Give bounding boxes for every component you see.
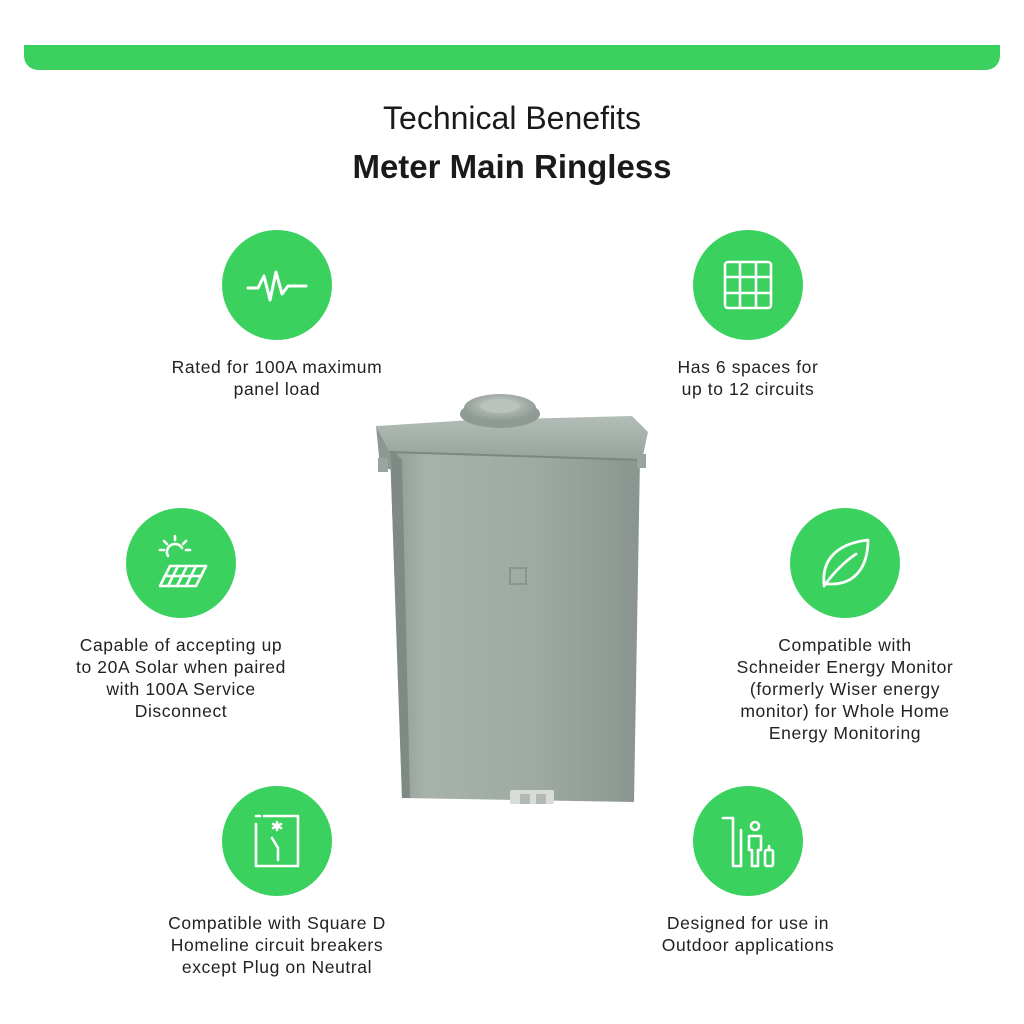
solar-panel-icon xyxy=(146,528,216,598)
pulse-wave-icon xyxy=(242,250,312,320)
page-title: Meter Main Ringless xyxy=(352,148,672,185)
feature-text: Rated for 100A maximum panel load xyxy=(171,357,383,399)
grid-panel-icon xyxy=(713,250,783,320)
feature-text: Capable of accepting up to 20A Solar when paired with 100A Service Disconnect xyxy=(76,635,286,721)
outdoor-person-icon xyxy=(713,806,783,876)
feature-text: Compatible with Schneider Energy Monitor (formerly Wiser energy monitor) for Whole Home Energy Monitoring xyxy=(736,635,954,743)
feature-icon-circle xyxy=(790,508,900,618)
feature-circuit-spaces xyxy=(578,230,918,400)
feature-icon-circle xyxy=(222,230,332,340)
feature-energy-monitor xyxy=(675,508,1015,744)
feature-icon-circle xyxy=(693,786,803,896)
feature-text: Has 6 spaces for up to 12 circuits xyxy=(677,357,819,399)
page-subtitle: Technical Benefits xyxy=(383,100,641,136)
feature-icon-circle xyxy=(222,786,332,896)
circuit-breaker-icon xyxy=(242,806,312,876)
feature-icon-circle xyxy=(126,508,236,618)
top-accent-bar xyxy=(24,45,1000,70)
feature-solar xyxy=(11,508,351,722)
feature-text: Compatible with Square D Homeline circuit breakers except Plug on Neutral xyxy=(168,913,386,977)
feature-icon-circle xyxy=(693,230,803,340)
meter-main-enclosure-image xyxy=(372,390,652,830)
leaf-icon xyxy=(810,528,880,598)
feature-breakers xyxy=(107,786,447,978)
feature-outdoor xyxy=(578,786,918,956)
feature-panel-load xyxy=(107,230,447,400)
feature-text: Designed for use in Outdoor applications xyxy=(661,913,835,955)
